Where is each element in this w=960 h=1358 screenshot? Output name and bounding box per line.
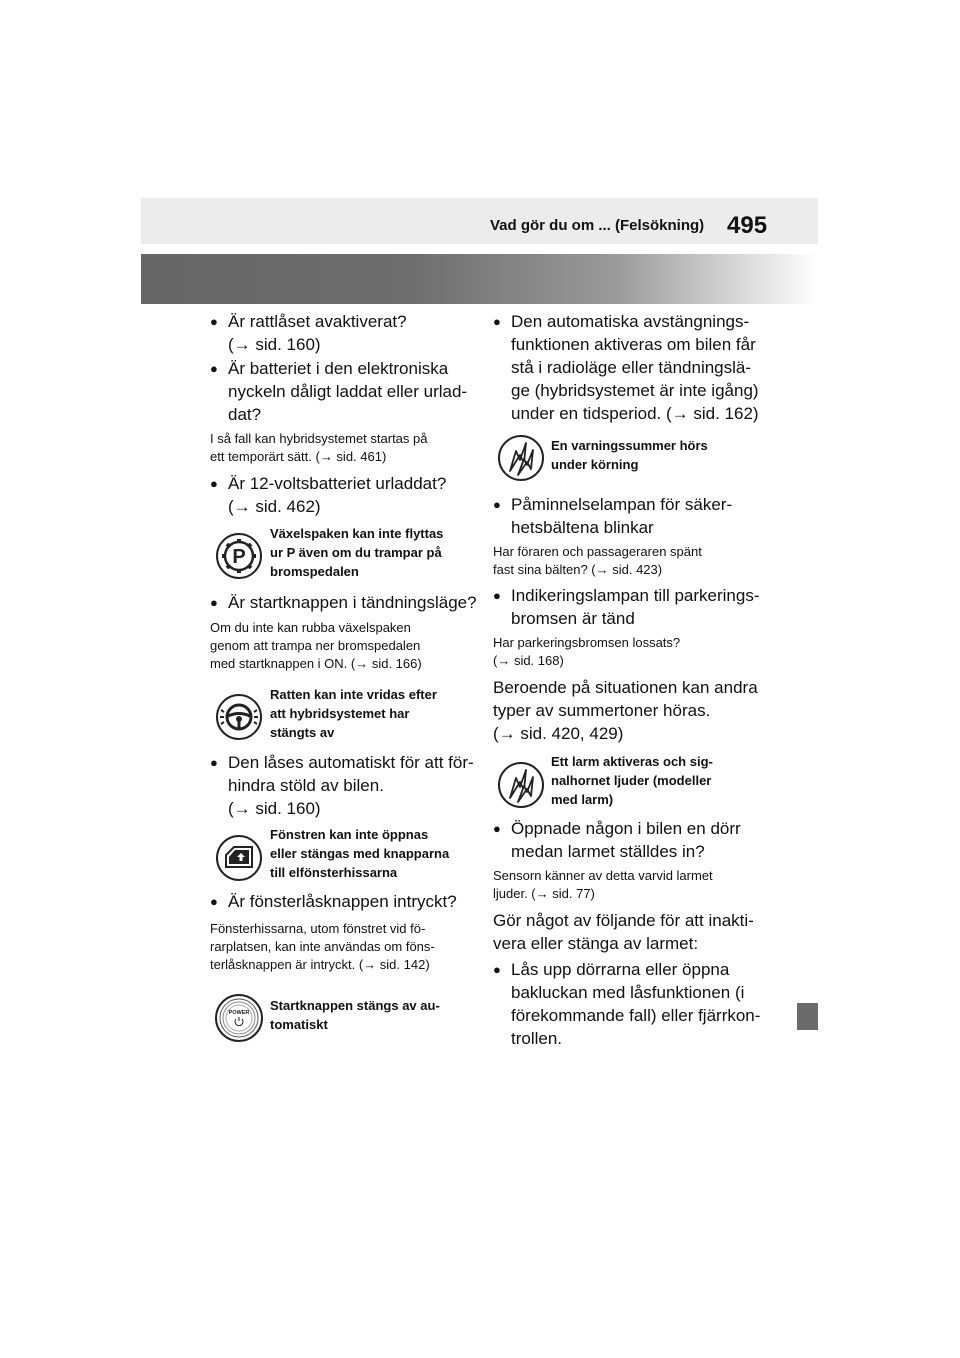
power-label: POWER bbox=[228, 1010, 250, 1016]
note-text: I så fall kan hybridsystemet startas på ett temporärt sätt. (→ sid. 461) bbox=[210, 431, 428, 464]
section-title: Startknappen stängs av au- tomatiskt bbox=[270, 998, 440, 1032]
paragraph: Gör något av följande för att inakti- vera eller stänga av larmet: bbox=[493, 911, 754, 953]
header-bar bbox=[141, 198, 818, 244]
bullet-item: ● Är 12-voltsbatteriet urladdat? (→ sid. 462) bbox=[210, 472, 446, 518]
bullet-item: ● Öppnade någon i bilen en dörr medan larmet ställdes in? bbox=[493, 817, 741, 863]
note-text: Fönsterhissarna, utom fönstret vid fö- rarplatsen, kan inte användas om föns- terlåsknappen är intryckt. (→ sid. 142) bbox=[210, 921, 435, 972]
section-title: Ett larm aktiveras och sig- nalhornet ljuder (modeller med larm) bbox=[551, 754, 713, 807]
bullet-item: ● Påminnelselampan för säker- hetsbältena blinkar bbox=[493, 493, 732, 539]
note-text: Har föraren och passageraren spänt fast sina bälten? (→ sid. 423) bbox=[493, 544, 702, 577]
window-lock-icon bbox=[214, 833, 264, 883]
shift-lock-icon bbox=[214, 531, 264, 581]
page-number: 495 bbox=[727, 212, 768, 239]
note-text: Har parkeringsbromsen lossats? (→ sid. 168) bbox=[493, 635, 681, 668]
bullet-item: ● Är startknappen i tändningsläge? bbox=[210, 591, 477, 614]
bullet-item: ● Den automatiska avstängnings- funktionen aktiveras om bilen får stå i radioläge eller tändningslä- ge (hybridsystemet är inte igång) under en tidsperiod. (→ sid. 162) bbox=[493, 310, 759, 425]
svg-text:P: P bbox=[232, 546, 246, 568]
section-banner bbox=[141, 254, 818, 304]
bullet-item: ● Är rattlåset avaktiverat? (→ sid. 160) bbox=[210, 310, 407, 356]
paragraph: Beroende på situationen kan andra typer av summertoner höras. (→ sid. 420, 429) bbox=[493, 678, 758, 743]
bullet-item: ● Är batteriet i den elektroniska nyckeln dåligt laddat eller urlad- dat? bbox=[210, 357, 467, 426]
steering-lock-icon bbox=[214, 692, 264, 742]
section-title: Växelspaken kan inte flyttas ur P även om du trampar på bromspedalen bbox=[270, 526, 444, 579]
power-button-icon bbox=[214, 993, 264, 1043]
buzzer-warning-icon bbox=[496, 433, 546, 483]
note-text: Sensorn känner av detta varvid larmet ljuder. (→ sid. 77) bbox=[493, 868, 713, 901]
bullet-item: ● Den låses automatiskt för att för- hindra stöld av bilen. (→ sid. 160) bbox=[210, 751, 474, 820]
section-title: En varningssummer hörs under körning bbox=[551, 438, 708, 472]
note-text: Om du inte kan rubba växelspaken genom att trampa ner bromspedalen med startknappen i ON. (→ sid. 166) bbox=[210, 620, 422, 671]
chapter-tab bbox=[797, 1003, 818, 1030]
alarm-warning-icon bbox=[496, 760, 546, 810]
bullet-item: ● Indikeringslampan till parkerings- bromsen är tänd bbox=[493, 584, 760, 630]
section-title: Fönstren kan inte öppnas eller stängas med knapparna till elfönsterhissarna bbox=[270, 827, 450, 880]
section-title: Ratten kan inte vridas efter att hybridsystemet har stängts av bbox=[270, 687, 437, 740]
bullet-item: ● Lås upp dörrarna eller öppna bakluckan med låsfunktionen (i förekommande fall) eller fjärrkon- trollen. bbox=[493, 958, 760, 1050]
bullet-item: ● Är fönsterlåsknappen intryckt? bbox=[210, 890, 457, 913]
header-title: Vad gör du om ... (Felsökning) bbox=[490, 217, 705, 234]
